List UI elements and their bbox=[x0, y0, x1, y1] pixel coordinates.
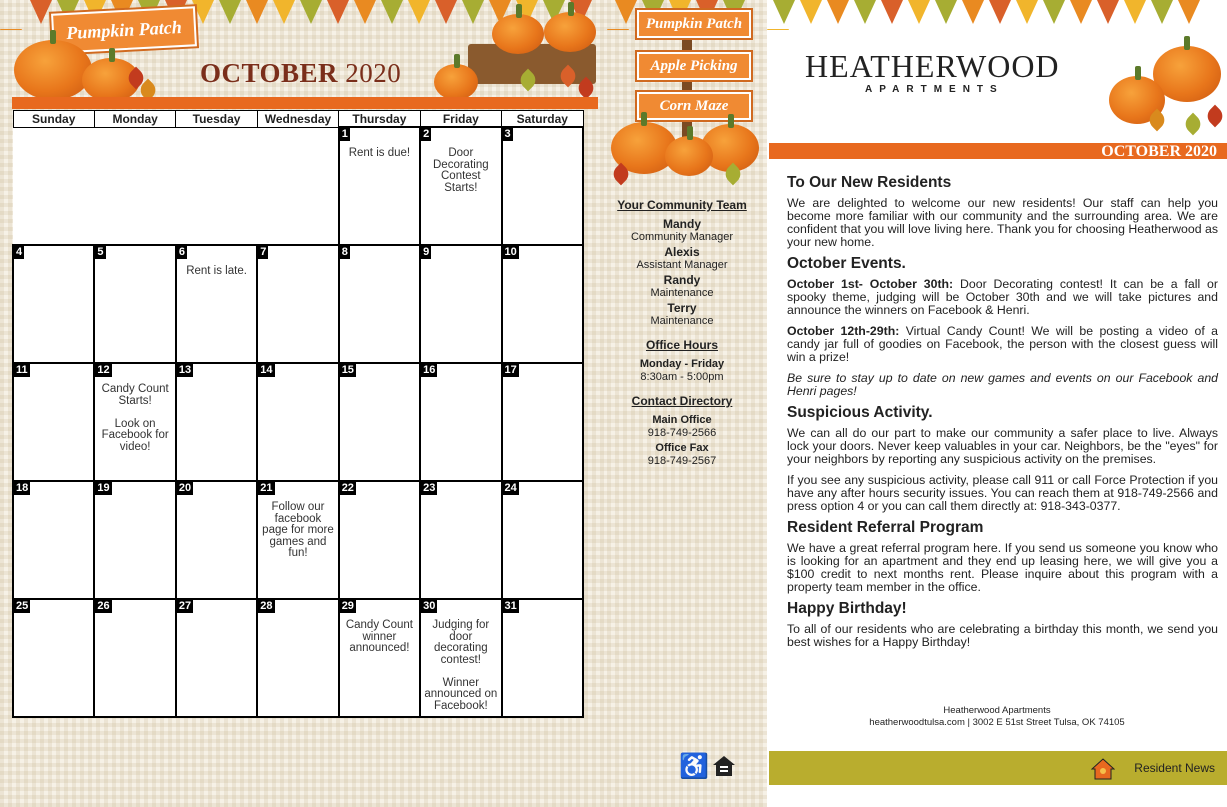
calendar-day bbox=[502, 245, 583, 363]
calendar-day bbox=[339, 127, 420, 245]
section-heading: Resident Referral Program bbox=[787, 519, 984, 536]
day-number: 26 bbox=[97, 600, 110, 612]
calendar-day bbox=[94, 245, 175, 363]
office-hours bbox=[607, 338, 757, 384]
community-team bbox=[607, 198, 757, 328]
day-number: 12 bbox=[97, 364, 110, 376]
day-number: 19 bbox=[97, 482, 110, 494]
calendar-day bbox=[420, 599, 501, 717]
calendar-day bbox=[339, 599, 420, 717]
calendar-day bbox=[257, 599, 338, 717]
calendar-day bbox=[339, 481, 420, 599]
calendar-day bbox=[94, 481, 175, 599]
paragraph-text: We have a great referral program here. If you send us someone you know who is looking for an apartment and they end up leasing here, we will give you a $100 credit to next months rent. Please inquire about this program with a property team member in the office. bbox=[787, 541, 1218, 594]
calendar-day bbox=[339, 363, 420, 481]
newsletter-article bbox=[787, 176, 1218, 657]
resident-news-bar bbox=[769, 751, 1227, 785]
calendar-day bbox=[502, 481, 583, 599]
section-heading: To Our New Residents bbox=[787, 174, 952, 191]
day-number: 18 bbox=[16, 482, 29, 494]
month-banner bbox=[769, 143, 1227, 159]
signpost-label: Apple Picking bbox=[637, 52, 751, 80]
paragraph-text: If you see any suspicious activity, please call 911 or call Force Protection if you have any after hours security issues. You can reach them at 918-749-2566 and press option 4 or you can call them directly at: 918-343-0377. bbox=[787, 473, 1218, 513]
day-number: 6 bbox=[178, 246, 185, 258]
day-number: 3 bbox=[504, 128, 511, 140]
calendar-week bbox=[13, 599, 583, 717]
day-number: 2 bbox=[423, 128, 430, 140]
calendar-day bbox=[420, 363, 501, 481]
section-paragraph bbox=[787, 542, 1218, 594]
day-number: 15 bbox=[341, 364, 354, 376]
calendar-week bbox=[13, 481, 583, 599]
calendar-day bbox=[502, 599, 583, 717]
resident-news-label: Resident News bbox=[1134, 761, 1215, 775]
heatherwood-logo bbox=[805, 48, 1060, 85]
contact-info bbox=[607, 198, 757, 478]
calendar-day bbox=[257, 363, 338, 481]
day-number: 8 bbox=[341, 246, 348, 258]
day-number: 7 bbox=[260, 246, 267, 258]
day-number: 30 bbox=[423, 600, 436, 612]
day-number: 23 bbox=[423, 482, 436, 494]
calendar-week bbox=[13, 363, 583, 481]
day-note: Follow our facebook page for more games and fun! bbox=[262, 501, 334, 559]
team-members bbox=[607, 218, 757, 328]
section-heading: Happy Birthday! bbox=[787, 600, 907, 617]
day-number: 9 bbox=[423, 246, 430, 258]
calendar-day bbox=[13, 599, 94, 717]
section-heading: October Events. bbox=[787, 255, 906, 272]
calendar-day bbox=[176, 599, 257, 717]
section-paragraph bbox=[787, 197, 1218, 249]
calendar-day bbox=[420, 127, 501, 245]
fax-label: Office Fax bbox=[655, 442, 709, 454]
section-paragraph bbox=[787, 372, 1218, 398]
day-note: Candy Count Starts! Look on Facebook for video! bbox=[101, 383, 169, 453]
calendar-band bbox=[12, 97, 598, 109]
calendar-day bbox=[420, 245, 501, 363]
calendar-day bbox=[13, 481, 94, 599]
day-note: Door Decorating Contest Starts! bbox=[433, 147, 489, 194]
contact-heading: Contact Directory bbox=[631, 394, 733, 408]
signpost-label: Corn Maze bbox=[637, 92, 751, 120]
sign-label: Pumpkin Patch bbox=[65, 16, 183, 43]
paragraph-text: We can all do our part to make our community a safer place to live. Always lock your doors. Never keep valuables in your car. Neighbors, be the "eyes" for your neighbors by reporting any suspicious activity on the premises. bbox=[787, 426, 1218, 466]
team-member-name: Terry bbox=[667, 301, 697, 315]
day-note: Candy Count winner announced! bbox=[345, 619, 413, 654]
team-heading: Your Community Team bbox=[617, 198, 747, 212]
day-note: Rent is late. bbox=[186, 265, 247, 277]
section-heading: Suspicious Activity. bbox=[787, 404, 933, 421]
calendar-week bbox=[13, 127, 583, 245]
calendar-day bbox=[420, 481, 501, 599]
day-number: 11 bbox=[16, 364, 28, 376]
weekday-header-cell: Tuesday bbox=[176, 111, 257, 128]
day-number: 13 bbox=[178, 364, 192, 376]
house-icon bbox=[1091, 757, 1115, 786]
weekday-header-cell: Wednesday bbox=[257, 111, 338, 128]
team-member-name: Mandy bbox=[662, 217, 701, 231]
paragraph-text: To all of our residents who are celebrating a birthday this month, we send you best wishes for a Happy Birthday! bbox=[787, 622, 1218, 649]
newsletter-panel bbox=[767, 0, 1227, 807]
day-number: 25 bbox=[16, 600, 29, 612]
paragraph-text: We are delighted to welcome our new residents! Our staff can help you become more familiar with our community and the surrounding area. We are confident that you will love living here. Thank you for choosing Heatherwood as your new home. bbox=[787, 196, 1218, 249]
info-column bbox=[607, 0, 767, 807]
day-number: 4 bbox=[16, 246, 23, 258]
day-number: 5 bbox=[97, 246, 104, 258]
bunting-decoration bbox=[767, 0, 1227, 30]
calendar-day bbox=[502, 363, 583, 481]
footer-name: Heatherwood Apartments bbox=[943, 705, 1051, 716]
calendar-day bbox=[13, 363, 94, 481]
section-paragraph bbox=[787, 474, 1218, 513]
office-time: 8:30am - 5:00pm bbox=[640, 371, 724, 383]
day-number: 16 bbox=[423, 364, 436, 376]
calendar-day bbox=[257, 245, 338, 363]
calendar-panel bbox=[0, 0, 607, 807]
day-note: Rent is due! bbox=[348, 147, 411, 159]
calendar-day bbox=[13, 245, 94, 363]
logo-text: HEATHERWOOD bbox=[805, 48, 1060, 84]
team-member-role: Community Manager bbox=[630, 231, 734, 243]
weekday-header-cell: Thursday bbox=[339, 111, 420, 128]
day-number: 29 bbox=[341, 600, 354, 612]
contact-directory bbox=[607, 394, 757, 468]
day-number: 17 bbox=[504, 364, 517, 376]
main-office-label: Main Office bbox=[652, 414, 712, 426]
team-member-role: Maintenance bbox=[650, 315, 714, 327]
day-number: 22 bbox=[341, 482, 354, 494]
section-paragraph bbox=[787, 325, 1218, 364]
calendar-day bbox=[176, 481, 257, 599]
day-number: 28 bbox=[260, 600, 273, 612]
weekday-header bbox=[13, 111, 583, 128]
paragraph-lead: October 12th-29th: bbox=[787, 324, 900, 338]
calendar-week bbox=[13, 245, 583, 363]
fax-phone: 918-749-2567 bbox=[647, 455, 717, 467]
logo-subtitle: APARTMENTS bbox=[865, 84, 1004, 95]
signpost-label: Pumpkin Patch bbox=[637, 10, 751, 38]
calendar-day bbox=[257, 127, 338, 245]
equal-housing-icon bbox=[711, 754, 737, 780]
team-member-name: Alexis bbox=[664, 245, 700, 259]
day-number: 31 bbox=[504, 600, 517, 612]
weekday-header-cell: Friday bbox=[420, 111, 501, 128]
calendar-month: OCTOBER bbox=[200, 58, 339, 88]
paragraph-text: Be sure to stay up to date on new games and events on our Facebook and Henri pages! bbox=[787, 371, 1218, 398]
team-member-name: Randy bbox=[663, 273, 701, 287]
day-number: 14 bbox=[260, 364, 273, 376]
calendar-title bbox=[200, 58, 401, 89]
day-number: 1 bbox=[341, 128, 348, 140]
main-office-phone: 918-749-2566 bbox=[647, 427, 717, 439]
day-number: 21 bbox=[260, 482, 273, 494]
calendar-day bbox=[94, 363, 175, 481]
day-number: 10 bbox=[504, 246, 517, 258]
day-number: 20 bbox=[178, 482, 192, 494]
section-paragraph bbox=[787, 427, 1218, 466]
footer bbox=[767, 705, 1227, 729]
day-note: Judging for door decorating contest! Winner announced on Facebook! bbox=[424, 619, 498, 712]
office-hours-heading: Office Hours bbox=[645, 338, 718, 352]
paragraph-text: Virtual Candy Count! We will be posting a video of a candy jar full of goodies on Facebook, the person with the closest guess will win a prize! bbox=[787, 324, 1219, 364]
calendar-day bbox=[176, 127, 257, 245]
calendar-day bbox=[13, 127, 94, 245]
section-paragraph bbox=[787, 278, 1218, 317]
team-member-role: Assistant Manager bbox=[636, 259, 728, 271]
weekday-header-cell: Sunday bbox=[13, 111, 94, 128]
team-member-role: Maintenance bbox=[650, 287, 714, 299]
calendar-year: 2020 bbox=[345, 58, 402, 88]
calendar-grid bbox=[12, 110, 584, 718]
wheelchair-icon: ♿ bbox=[679, 753, 709, 780]
calendar-day bbox=[176, 363, 257, 481]
section-paragraph bbox=[787, 623, 1218, 649]
weekday-header-cell: Saturday bbox=[502, 111, 583, 128]
footer-address: heatherwoodtulsa.com | 3002 E 51st Street Tulsa, OK 74105 bbox=[869, 717, 1125, 728]
calendar-day bbox=[94, 599, 175, 717]
calendar-day bbox=[339, 245, 420, 363]
month-banner-text: OCTOBER 2020 bbox=[1101, 143, 1217, 160]
calendar-day bbox=[176, 245, 257, 363]
calendar-day bbox=[502, 127, 583, 245]
calendar-day bbox=[257, 481, 338, 599]
day-number: 24 bbox=[504, 482, 517, 494]
paragraph-lead: October 1st- October 30th: bbox=[787, 277, 954, 291]
office-days: Monday - Friday bbox=[639, 358, 725, 370]
paragraph-text: Door Decorating contest! It can be a fall or spooky theme, judging will be October 30th and we will take pictures and announce the winners on Facebook & Henri. bbox=[787, 277, 1218, 317]
calendar-day bbox=[94, 127, 175, 245]
day-number: 27 bbox=[178, 600, 192, 612]
weekday-header-cell: Monday bbox=[94, 111, 175, 128]
